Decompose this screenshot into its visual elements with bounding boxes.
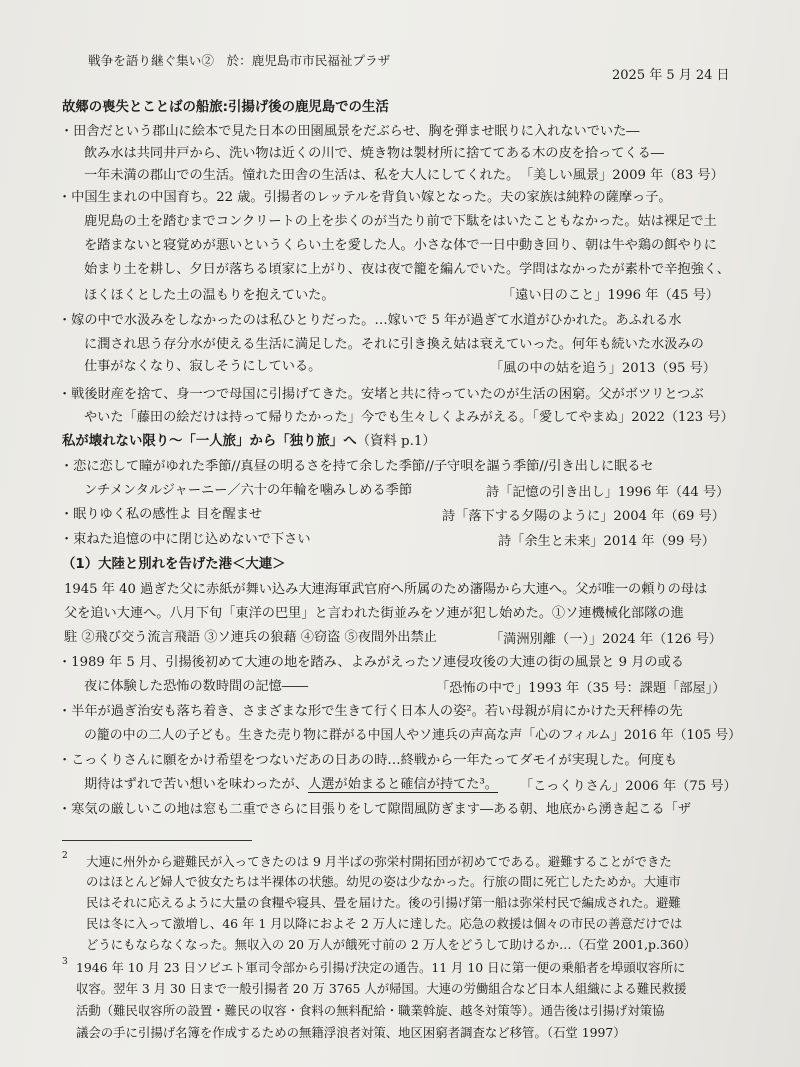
- footnote-3-line4: 議会の手に引揚げ名簿を作成するための無籍浮浪者対策、地区困窮者調査など移管。（石堂 1997）: [76, 1025, 626, 1040]
- section-title-3: （1）大陸と別れを告げた港＜大連＞: [62, 557, 286, 572]
- s3-item2-source: 「恐怖の中で」1993 年（35 号：課題「部屋」）: [436, 681, 726, 696]
- s3-item3-line2: の籠の中の二人の子ども。生きた売り物に群がる中国人やソ連兵の声高な声「心のフィルム」2016 年（105 号）: [84, 728, 742, 743]
- s3-item1-source: 「満洲別離（一）」2024 年（126 号）: [490, 632, 722, 647]
- s1-item2-source: 「遠い日のこと」1996 年（45 号）: [502, 288, 719, 303]
- s1-item1-line2: 飲み水は共同井戸から、洗い物は近くの川で、焼き物は製材所に捨ててある木の皮を拾ってくる―: [84, 146, 664, 161]
- footnote-2-line5: どうにもならなくなった。無収入の 20 万人が餓死寸前の 2 万人をどうして助けるか…（石堂 2001,p.360）: [86, 937, 696, 952]
- section-title-2: [62, 430, 436, 449]
- s3-item1-line3: 駐 ②飛び交う流言飛語 ③ソ連兵の狼藉 ④窃盗 ⑤夜間外出禁止: [64, 630, 437, 645]
- s1-item3-line3: 仕事がなくなり、寂しそうにしている。: [84, 359, 322, 374]
- section-title-2-text: 私が壊れない限り～「一人旅」から「独り旅」へ: [62, 434, 357, 449]
- footnote-2-number: 2: [62, 851, 68, 861]
- footnote-3-line1: 1946 年 10 月 23 日ソビエト軍司令部から引揚げ決定の通告。11 月 10 日に第一便の乗船者を埠頭収容所に: [76, 960, 686, 975]
- s1-item2-line5: ほくほくとした土の温もりを抱えていた。: [84, 288, 335, 303]
- s3-item4-line1: ・こっくりさんに願をかけ希望をつないだあの日あの時…終戦から一年たってダモイが実現した。何度も: [58, 753, 678, 768]
- footnote-2-line2: のはほとんど婦人で彼女たちは半裸体の状態。幼児の姿は少なかった。行旅の間に死亡したためか。大連市: [86, 874, 681, 889]
- s1-item1-line3: 一年未満の郡山での生活。憧れた田舎の生活は、私を大人にしてくれた。: [84, 168, 520, 183]
- s1-item3-line1: ・嫁の中で水汲みをしなかったのは私ひとりだった。…嫁いで 5 年が過ぎて水道がひかれた。あふれる水: [58, 313, 682, 328]
- footnote-2-line3: 民はそれに応えるように大量の食糧や寝具、畳を届けた。後の引揚げ第一船は弥栄村民で編成された。避難: [86, 895, 681, 910]
- s1-item4-line1: ・戦後財産を捨て、身一つで母国に引揚げてきた。安堵と共に待っていたのが生活の困窮。父がボツリとつぶ: [58, 387, 704, 402]
- footnote-divider: [62, 840, 252, 841]
- s3-item4-line2: [84, 773, 498, 792]
- s3-item3-line1: ・半年が過ぎ治安も落ち着き、さまざまな形で生きて行く日本人の姿²。若い母親が肩にかけた天秤棒の先: [58, 704, 683, 719]
- s3-item1-line1: 1945 年 40 過ぎた父に赤紙が舞い込み大連海軍武官府へ所属のため瀋陽から大連へ。父が唯一の頼りの母は: [64, 582, 708, 597]
- footnote-2-line1: 大連に州外から避難民が入ってきたのは 9 月半ばの弥栄村開拓団が初めてである。避難することができた: [86, 854, 672, 869]
- s3-item4-source: 「こっくりさん」2006 年（75 号）: [520, 779, 737, 794]
- s1-item4-line2: やいた「藤田の絵だけは持って帰りたかった」今でも生々しくよみがえる。「愛してやまぬ」2022（123 号）: [84, 410, 734, 425]
- s1-item3-line2: に潤され思う存分水が使える生活に満足した。それに引き換え姑は衰えていった。何年も続いた水汲みの: [84, 337, 704, 352]
- s2-item3-source: 詩「余生と未来」2014 年（99 号）: [498, 534, 715, 549]
- s2-item1-source: 詩「記憶の引き出し」1996 年（44 号）: [486, 485, 730, 500]
- s2-item2-line1: ・眠りゆく私の感性よ 目を醒ませ: [60, 507, 263, 522]
- section-title-1: 故郷の喪失とことばの船旅:引揚げ後の鹿児島での生活: [62, 100, 389, 115]
- date: 2025 年 5 月 24 日: [612, 68, 730, 83]
- s1-item2-line4: 始まり土を耕し、夕日が落ちる頃家に上がり、夜は夜で籠を編んでいた。学問はなかったが素朴で辛抱強く、: [84, 262, 730, 277]
- s1-item2-line2: 鹿児島の土を踏むまでコンクリートの上を歩くのが当たり前で下駄をはいたこともなかった。姑は裸足で土: [84, 214, 717, 229]
- s3-item4-underlined: 人選が始まると確信が持てた³。: [308, 777, 498, 792]
- footnote-2-line4: 民は冬に入って激増し、46 年 1 月以降におよそ 2 万人に達した。応急の救援は個々の市民の善意だけでは: [86, 916, 683, 931]
- s3-item2-line1: ・1989 年 5 月、引揚後初めて大連の地を踏み、よみがえったソ連侵攻後の大連の街の風景と 9 月の或る: [58, 655, 684, 670]
- s1-item2-line3: を踏まないと寝覚めが悪いというくらい土を愛した人。小さな体で一日中動き回り、朝は牛や鶏の餌やりに: [84, 238, 717, 253]
- section-title-2-ref: （資料 p.1）: [356, 434, 436, 449]
- s1-item1-source: 「美しい風景」2009 年（83 号）: [520, 168, 724, 183]
- s2-item1-line1: ・恋に恋して瞳がゆれた季節//真昼の明るさを持て余した季節//子守唄を謳う季節//引き出しに眠るセ: [60, 459, 654, 474]
- footnote-3-number: 3: [62, 957, 68, 967]
- s1-item3-source: 「風の中の姑を追う」2013（95 号）: [490, 361, 716, 376]
- s2-item2-source: 詩「落下する夕陽のように」2004 年（69 号）: [442, 509, 725, 524]
- s3-item4-line2-text: 期待はずれで苦い想いを味わったが、: [84, 777, 309, 792]
- s3-item2-line2: 夜に体験した恐怖の数時間の記憶――: [84, 679, 309, 694]
- s3-item1-line2: 父を追い大連へ。八月下旬「東洋の巴里」と言われた街並みをソ連が犯し始めた。①ソ連機械化部隊の進: [64, 606, 684, 621]
- s3-item5-line1: ・寒気の厳しいこの地は窓も二重でさらに目張りをして隙間風防ぎます―ある朝、地底から湧き起こる「ザ: [58, 802, 691, 817]
- s2-item1-line2: ンチメンタルジャーニー／六十の年輪を噛みしめる季節: [84, 483, 413, 498]
- s2-item3-line1: ・束ねた追憶の中に閉じ込めないで下さい: [60, 532, 311, 547]
- s1-item1-line1: ・田舎だという郡山に絵本で見た日本の田園風景をだぶらせ、胸を弾ませ眠りに入れないでいた―: [60, 124, 640, 139]
- event-title: 戦争を語り継ぐ集い② 於：鹿児島市市民福祉プラザ: [88, 53, 391, 68]
- footnote-3-line2: 収容。翌年 3 月 30 日まで一般引揚者 20 万 3765 人が帰国。大連の労働組合など日本人組織による難民救援: [76, 981, 687, 996]
- s1-item2-line1: ・中国生まれの中国育ち。22 歳。引揚者のレッテルを背負い嫁となった。夫の家族は純粋の薩摩っ子。: [58, 190, 672, 205]
- footnote-3-line3: 活動（難民収容所の設置・難民の収容・食料の無料配給・職業斡旋、越冬対策等）。通告後は引揚げ対策協: [76, 1003, 665, 1018]
